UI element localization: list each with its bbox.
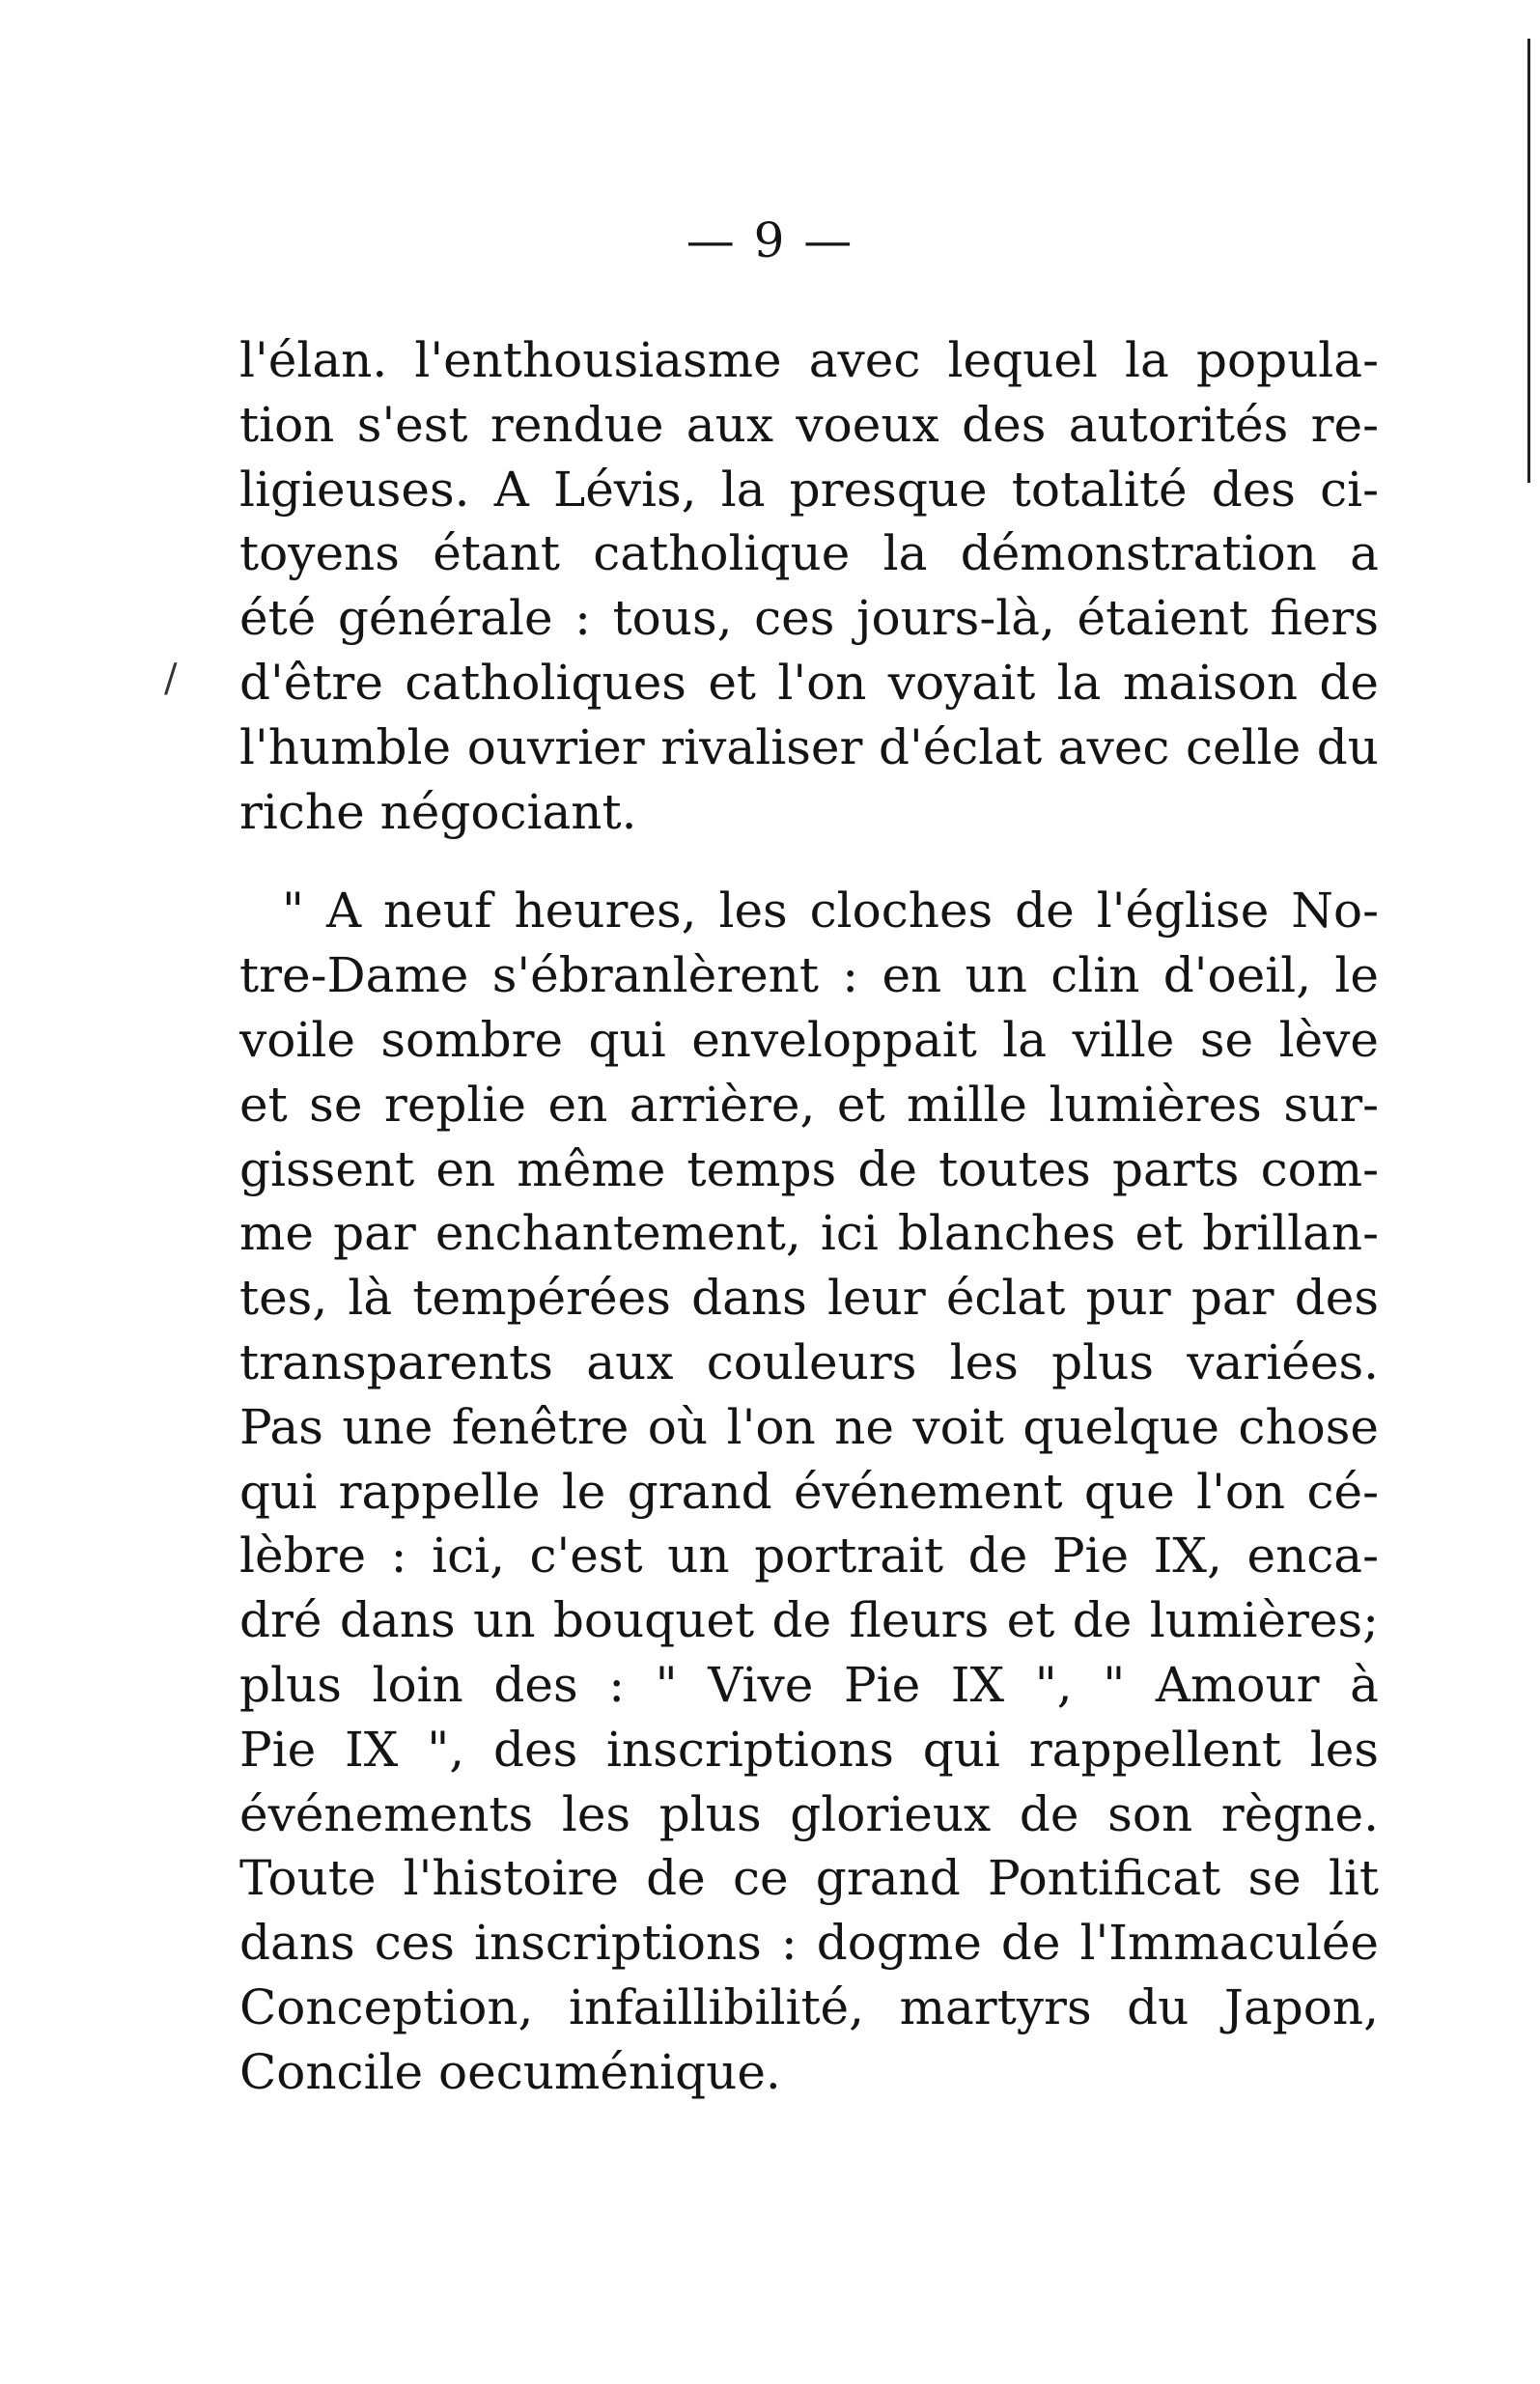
text-line: tion s'est rendue aux voeux des autorités re- — [239, 396, 1379, 453]
text-line: voile sombre qui enveloppait la ville se lève — [239, 1011, 1379, 1068]
stray-mark: / — [164, 657, 178, 701]
text-line: dans ces inscriptions : dogme de l'Immaculée — [239, 1915, 1379, 1972]
text-line: Conception, infaillibilité, martyrs du Japon, — [239, 1978, 1379, 2035]
text-line: été générale : tous, ces jours-là, étaient fiers — [239, 590, 1379, 647]
text-line: gissent en même temps de toutes parts com- — [239, 1140, 1379, 1197]
page-number: — 9 — — [686, 212, 854, 268]
text-line: Pie IX ", des inscriptions qui rappellent les — [239, 1721, 1379, 1778]
text-line: Toute l'histoire de ce grand Pontificat se lit — [239, 1850, 1379, 1907]
text-line: l'humble ouvrier rivaliser d'éclat avec celle du — [239, 718, 1379, 775]
text-line: tes, là tempérées dans leur éclat pur par des — [239, 1270, 1379, 1327]
text-line: Concile oecuménique. — [239, 2043, 781, 2100]
text-line: riche négociant. — [239, 783, 637, 840]
text-line: l'élan. l'enthousiasme avec lequel la popula- — [239, 332, 1379, 388]
text-line: d'être catholiques et l'on voyait la maison de — [239, 654, 1379, 711]
text-line: ligieuses. A Lévis, la presque totalité des ci- — [239, 461, 1379, 518]
paragraph-gap — [239, 844, 1379, 879]
text-line: qui rappelle le grand événement que l'on cé- — [239, 1463, 1379, 1520]
text-line: " A neuf heures, les cloches de l'église No- — [282, 883, 1379, 940]
text-line: plus loin des : " Vive Pie IX ", " Amour à — [239, 1656, 1379, 1713]
text-line: toyens étant catholique la démonstration a — [239, 525, 1379, 582]
text-line: dré dans un bouquet de fleurs et de lumières; — [239, 1592, 1379, 1649]
text-line: transparents aux couleurs les plus variées. — [239, 1333, 1379, 1390]
text-line: me par enchantement, ici blanches et brillan- — [239, 1205, 1379, 1262]
paragraph-2 — [239, 879, 1379, 2104]
body-text — [239, 328, 1379, 2105]
text-line: événements les plus glorieux de son règne. — [239, 1785, 1379, 1842]
text-line: lèbre : ici, c'est un portrait de Pie IX, enca- — [239, 1528, 1379, 1585]
text-line: Pas une fenêtre où l'on ne voit quelque chose — [239, 1398, 1379, 1455]
paragraph-1 — [239, 328, 1379, 844]
text-line: tre-Dame s'ébranlèrent : en un clin d'oeil, le — [239, 947, 1379, 1004]
text-line: et se replie en arrière, et mille lumières sur- — [239, 1076, 1379, 1133]
